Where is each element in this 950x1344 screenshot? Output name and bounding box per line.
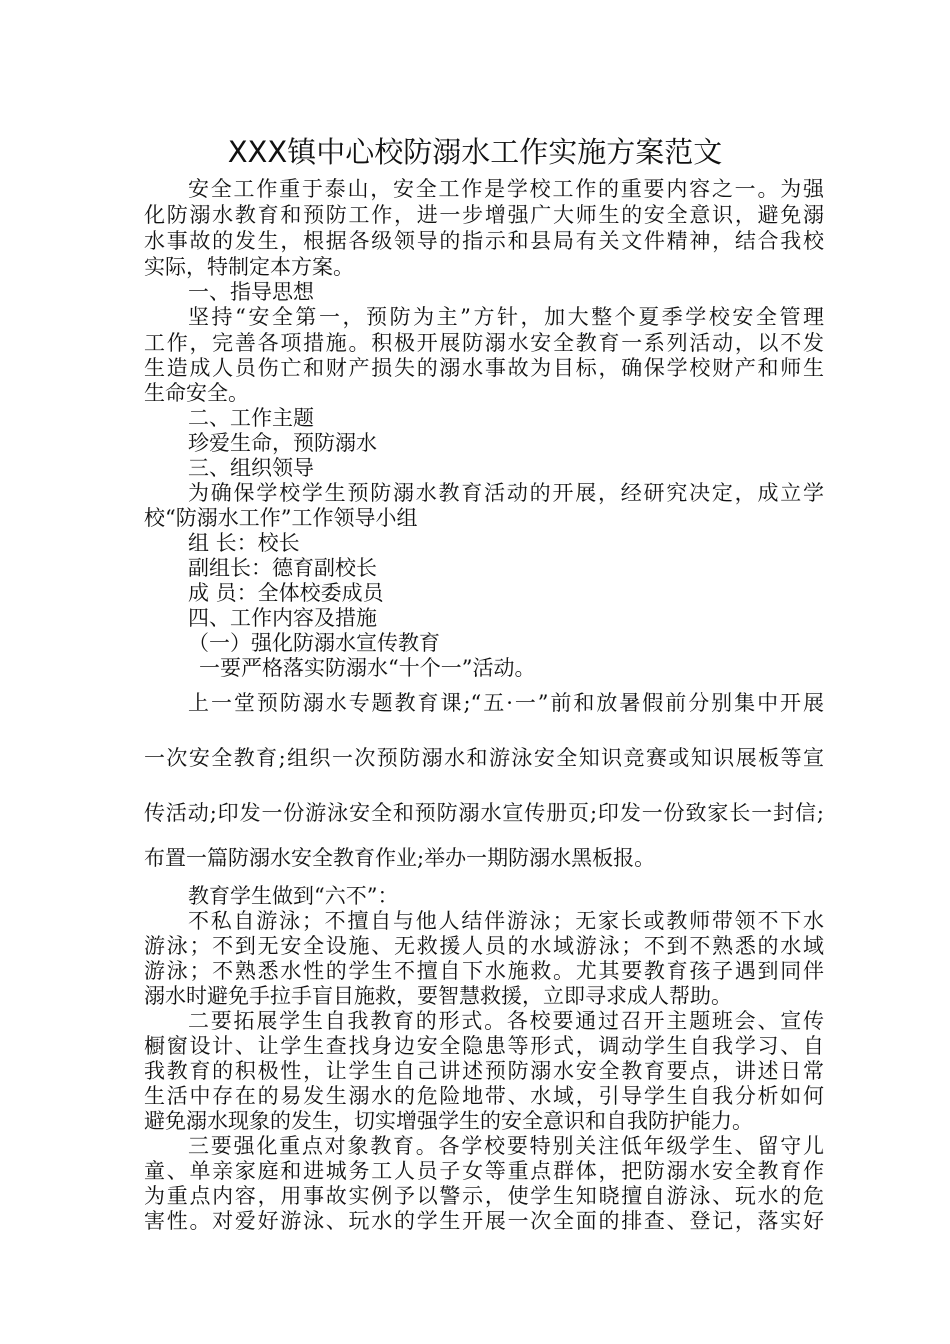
paragraph-line: 珍爱生命，预防溺水 [188, 431, 377, 455]
paragraph-line: 布置一篇防溺水安全教育作业;举办一期防溺水黑板报。 [144, 846, 656, 870]
team-deputy-line: 副组长：德育副校长 [188, 556, 377, 580]
paragraph-line: 传活动;印发一份游泳安全和预防溺水宣传册页;印发一份致家长一封信; [144, 801, 824, 825]
paragraph-line: 避免溺水现象的发生，切实增强学生的安全意识和自我防护能力。 [144, 1109, 753, 1133]
paragraph-line: 安全工作重于泰山，安全工作是学校工作的重要内容之一。为强 [188, 177, 824, 201]
paragraph-line: 三要强化重点对象教育。各学校要特别关注低年级学生、留守儿 [188, 1134, 824, 1158]
paragraph-line: 游泳；不到无安全设施、无救援人员的水域游泳；不到不熟悉的水域 [144, 934, 824, 958]
paragraph-line: 童、单亲家庭和进城务工人员子女等重点群体，把防溺水安全教育作 [144, 1159, 824, 1183]
paragraph-line: 教育学生做到“六不”： [188, 884, 399, 908]
paragraph-line: 一要严格落实防溺水“十个一”活动。 [199, 656, 536, 680]
subsection-heading: （一）强化防溺水宣传教育 [188, 631, 440, 655]
section-heading: 四、工作内容及措施 [188, 606, 377, 630]
paragraph-line: 生活中存在的易发生溺水的危险地带、水域，引导学生自我分析如何 [144, 1084, 824, 1108]
paragraph-line: 害性。对爱好游泳、玩水的学生开展一次全面的排查、登记，落实好 [144, 1209, 824, 1233]
paragraph-line: 生造成人员伤亡和财产损失的溺水事故为目标，确保学校财产和师生 [144, 356, 824, 380]
section-heading: 三、组织领导 [188, 456, 314, 480]
paragraph-line: 为确保学校学生预防溺水教育活动的开展，经研究决定，成立学 [188, 481, 824, 505]
section-heading: 一、指导思想 [188, 280, 314, 304]
paragraph-line: 水事故的发生，根据各级领导的指示和县局有关文件精神，结合我校 [144, 229, 824, 253]
paragraph-line: 溺水时避免手拉手盲目施救，要智慧救援，立即寻求成人帮助。 [144, 984, 732, 1008]
paragraph-line: 为重点内容，用事故实例予以警示，使学生知晓擅自游泳、玩水的危 [144, 1184, 824, 1208]
section-heading: 二、工作主题 [188, 406, 314, 430]
paragraph-line: 二要拓展学生自我教育的形式。各校要通过召开主题班会、宣传 [188, 1009, 824, 1033]
paragraph-line: 生命安全。 [144, 381, 249, 405]
team-leader-line: 组 长：校长 [188, 531, 300, 555]
paragraph-line: 游泳；不熟悉水性的学生不擅自下水施救。尤其要教育孩子遇到同伴 [144, 959, 824, 983]
paragraph-line: 我教育的积极性，让学生自己讲述预防溺水安全教育要点，讲述日常 [144, 1059, 824, 1083]
document-title: XXX镇中心校防溺水工作实施方案范文 [227, 135, 723, 169]
paragraph-line: 工作，完善各项措施。积极开展防溺水安全教育一系列活动，以不发 [144, 331, 824, 355]
paragraph-line: 橱窗设计、让学生查找身边安全隐患等形式，调动学生自我学习、自 [144, 1034, 824, 1058]
paragraph-line: 不私自游泳；不擅自与他人结伴游泳；无家长或教师带领不下水 [188, 909, 824, 933]
paragraph-line: 化防溺水教育和预防工作，进一步增强广大师生的安全意识，避免溺 [144, 203, 824, 227]
paragraph-line: 坚持“安全第一，预防为主”方针，加大整个夏季学校安全管理 [188, 305, 824, 329]
paragraph-line: 校“防溺水工作”工作领导小组 [144, 506, 418, 530]
paragraph-line: 一次安全教育;组织一次预防溺水和游泳安全知识竞赛或知识展板等宣 [144, 746, 824, 770]
paragraph-line: 上一堂预防溺水专题教育课;“五·一”前和放暑假前分别集中开展 [188, 691, 824, 715]
team-members-line: 成 员：全体校委成员 [188, 581, 384, 605]
paragraph-line: 实际，特制定本方案。 [144, 255, 354, 279]
